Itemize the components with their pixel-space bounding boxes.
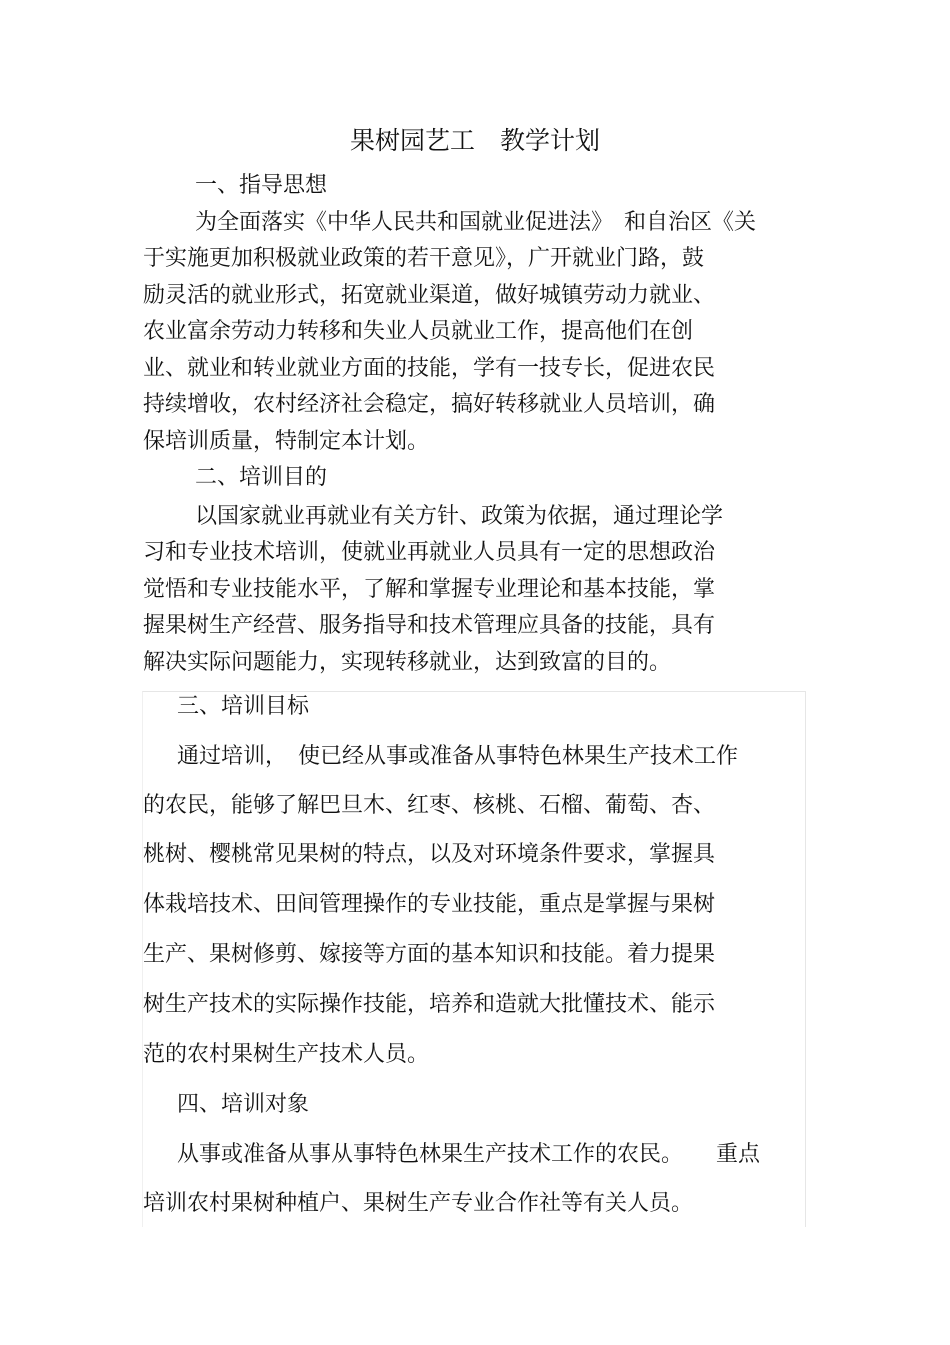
paragraph-line: 解决实际问题能力，实现转移就业，达到致富的目的。 bbox=[143, 650, 672, 675]
paragraph-line: 保培训质量，特制定本计划。 bbox=[143, 429, 430, 454]
paragraph-line: 农业富余劳动力转移和失业人员就业工作，提高他们在创 bbox=[143, 319, 694, 344]
paragraph-line: 持续增收，农村经济社会稳定，搞好转移就业人员培训，确 bbox=[143, 392, 716, 417]
paragraph-line: 业、就业和转业就业方面的技能，学有一技专长，促进农民 bbox=[143, 356, 716, 381]
paragraph-line: 的农民，能够了解巴旦木、红枣、核桃、石榴、葡萄、杏、 bbox=[143, 793, 716, 818]
paragraph-line: 觉悟和专业技能水平，了解和掌握专业理论和基本技能，掌 bbox=[143, 577, 716, 602]
paragraph-line: 于实施更加积极就业政策的若干意见》，广开就业门路，鼓 bbox=[143, 246, 705, 271]
paragraph-line: 体栽培技术、田间管理操作的专业技能，重点是掌握与果树 bbox=[143, 892, 716, 917]
paragraph-line: 桃树、樱桃常见果树的特点，以及对环境条件要求，掌握具 bbox=[143, 842, 716, 867]
paragraph-line: 握果树生产经营、服务指导和技术管理应具备的技能，具有 bbox=[143, 613, 716, 638]
paragraph-line: 习和专业技术培训，使就业再就业人员具有一定的思想政治 bbox=[143, 540, 716, 565]
document-title: 果树园艺工 教学计划 bbox=[349, 126, 600, 155]
paragraph-line: 范的农村果树生产技术人员。 bbox=[143, 1042, 430, 1067]
paragraph-line: 培训农村果树种植户、果树生产专业合作社等有关人员。 bbox=[143, 1191, 694, 1216]
paragraph-line: 以国家就业再就业有关方针、政策为依据，通过理论学 bbox=[195, 504, 724, 529]
paragraph-line: 为全面落实《中华人民共和国就业促进法》 和自治区《关 bbox=[195, 210, 757, 235]
section-heading-training-purpose: 二、培训目的 bbox=[195, 465, 328, 490]
section-heading-training-goals: 三、培训目标 bbox=[177, 694, 310, 719]
paragraph-line: 树生产技术的实际操作技能，培养和造就大批懂技术、能示 bbox=[143, 992, 716, 1017]
paragraph-line: 通过培训， 使已经从事或准备从事特色林果生产技术工作 bbox=[177, 744, 739, 769]
paragraph-line: 生产、果树修剪、嫁接等方面的基本知识和技能。着力提果 bbox=[143, 942, 716, 967]
section-heading-guiding-ideology: 一、指导思想 bbox=[195, 173, 328, 198]
paragraph-line: 励灵活的就业形式，拓宽就业渠道，做好城镇劳动力就业、 bbox=[143, 283, 716, 308]
section-heading-training-targets: 四、培训对象 bbox=[177, 1092, 310, 1117]
paragraph-line: 从事或准备从事从事特色林果生产技术工作的农民。 重点 bbox=[177, 1142, 761, 1167]
